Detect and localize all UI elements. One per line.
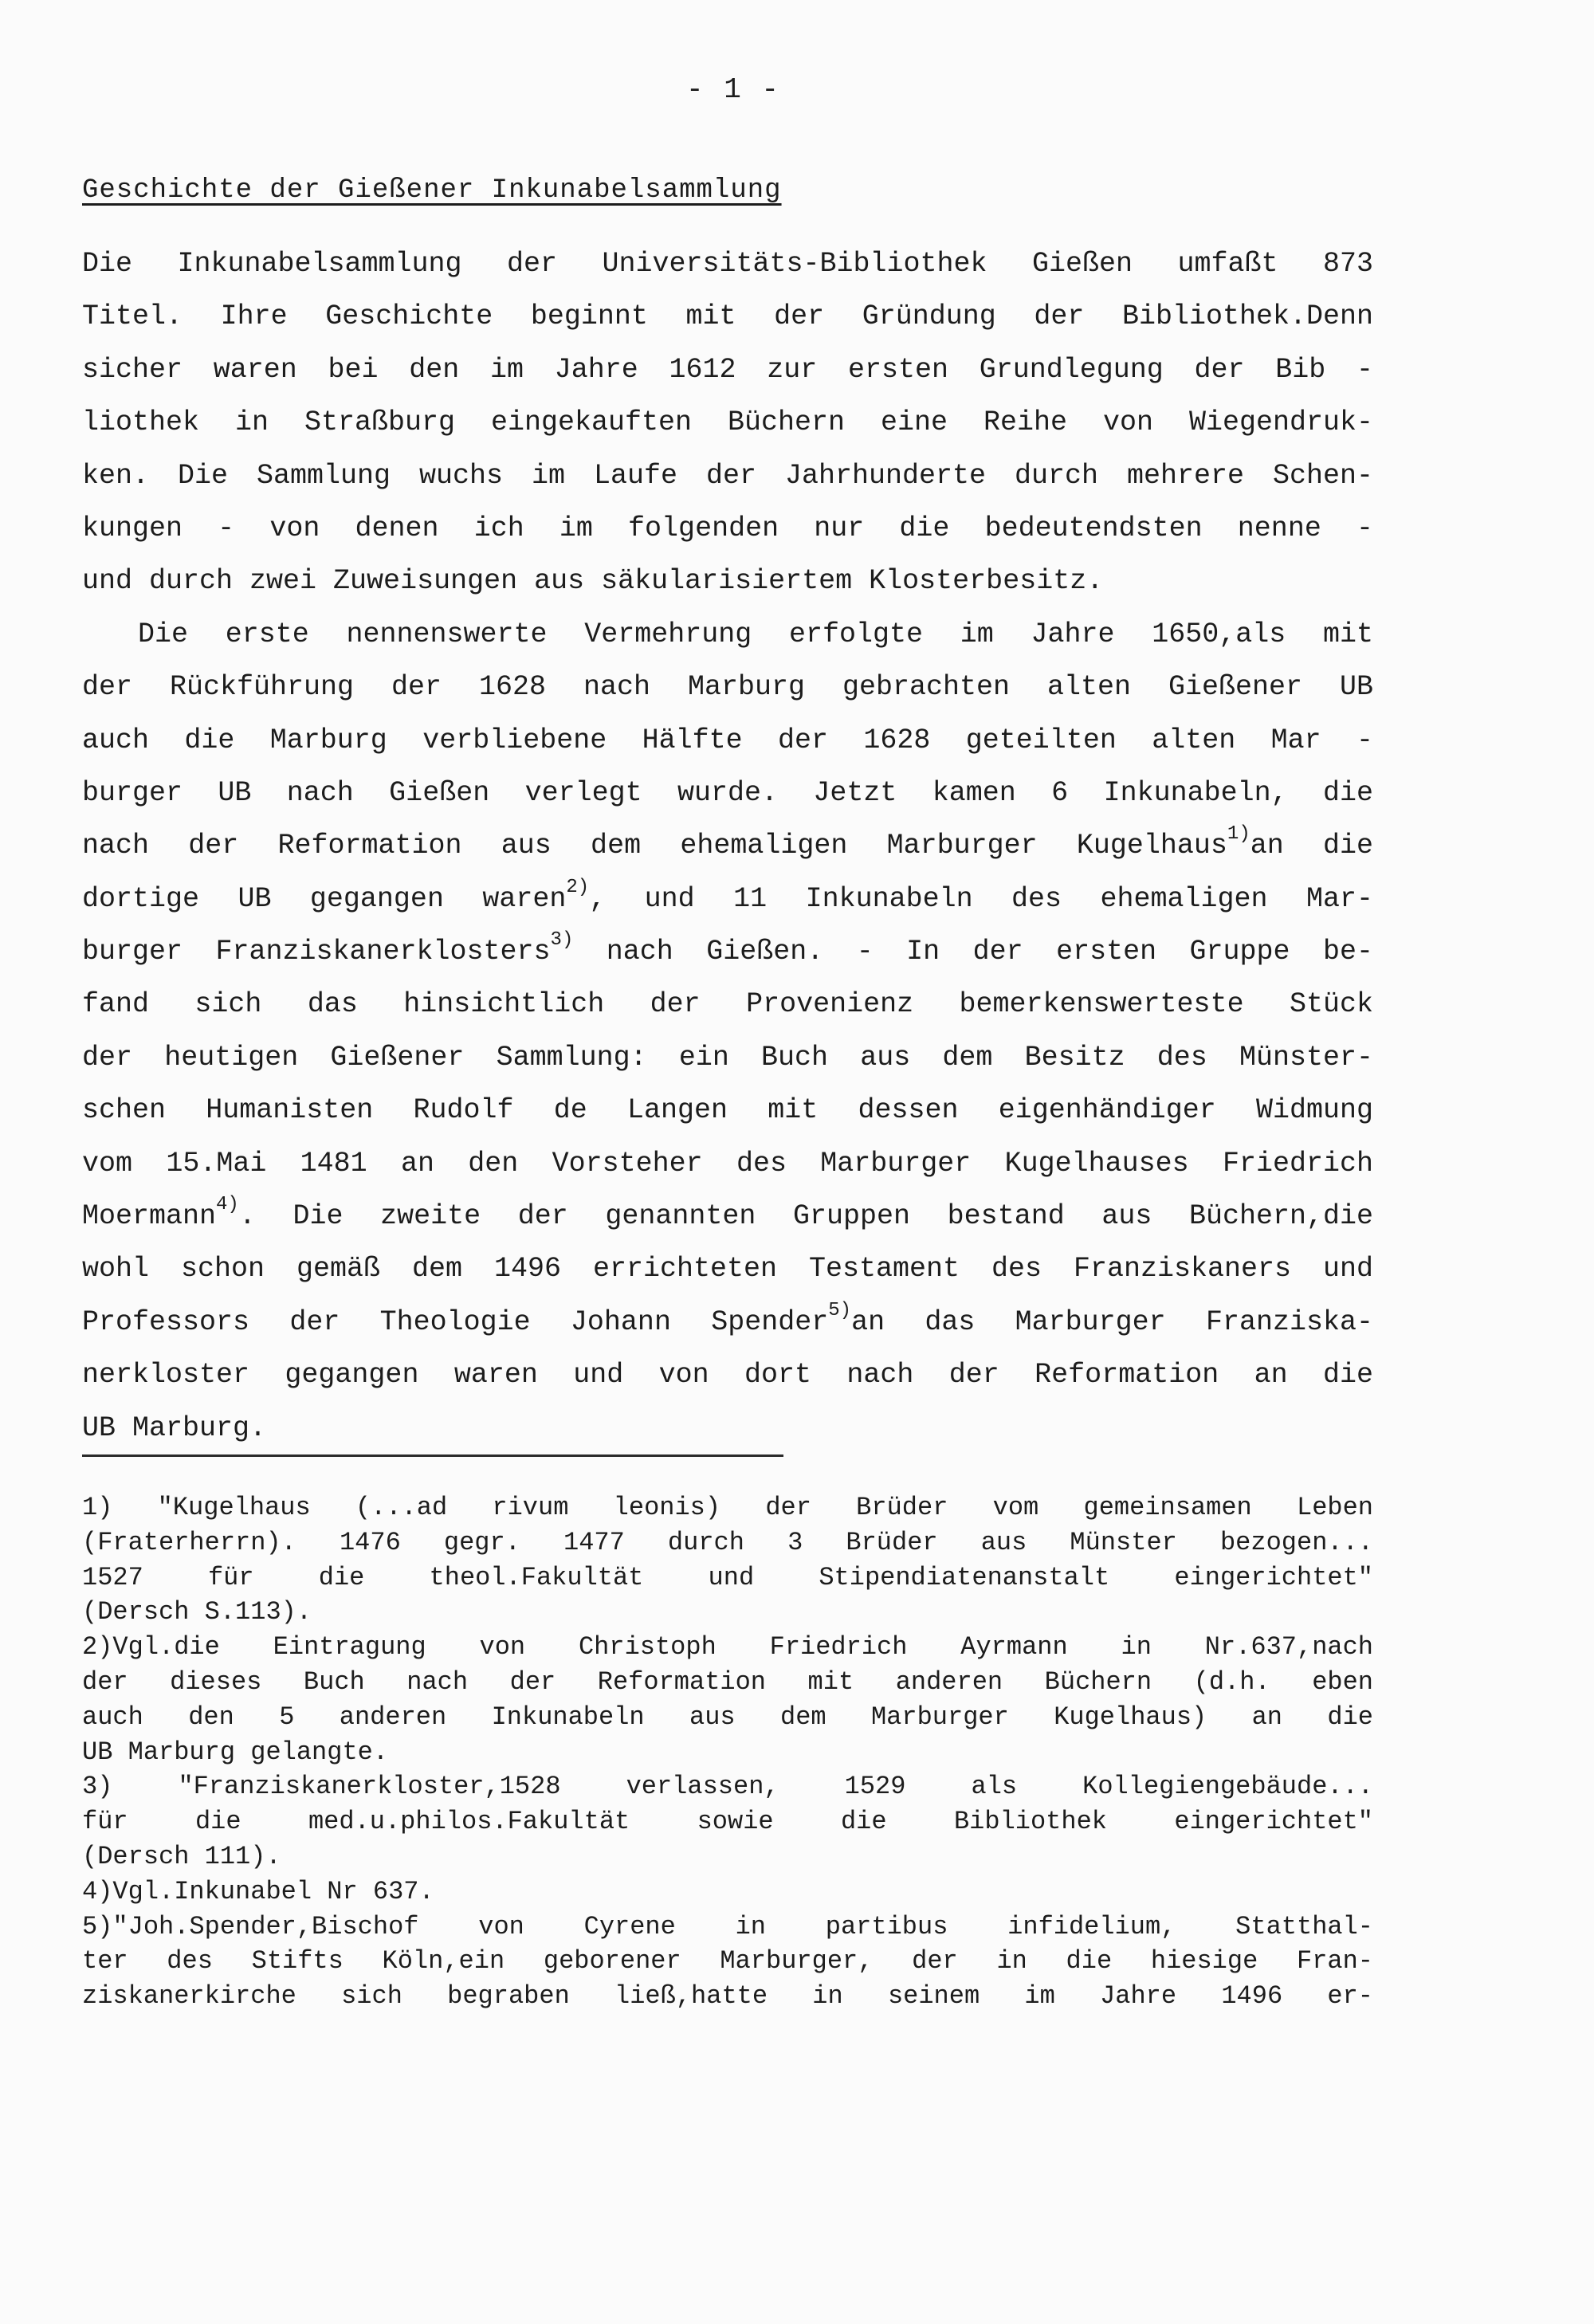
footnote-line: 4)Vgl.Inkunabel Nr 637. — [82, 1876, 434, 1906]
body-line: liothek in Straßburg eingekauften Büchern eine Reihe von Wiegendruk- — [82, 406, 1373, 439]
footnote-line: (Dersch 111). — [82, 1841, 281, 1871]
page-number: - 1 - — [685, 73, 781, 106]
body-line-text: , und 11 Inkunabeln des ehemaligen Mar- — [589, 882, 1373, 915]
footnote-ref-4: 4) — [216, 1194, 239, 1216]
footnote-ref-1: 1) — [1227, 823, 1250, 846]
footnote-line: (Dersch S.113). — [82, 1597, 312, 1627]
footnote-line: der dieses Buch nach der Reformation mit anderen Büchern (d.h. eben — [82, 1666, 1373, 1697]
footnote-line: für die med.u.philos.Fakultät sowie die Bibliothek eingerichtet" — [82, 1807, 1373, 1837]
footnote-separator — [82, 1454, 783, 1457]
body-line: der heutigen Gießener Sammlung: ein Buch aus dem Besitz des Münster- — [82, 1041, 1373, 1074]
body-line — [82, 873, 1373, 925]
footnotes — [82, 1490, 1373, 2014]
body-line — [82, 1296, 1373, 1348]
body-line: Die Inkunabelsammlung der Universitäts-Bibliothek Gießen umfaßt 873 — [82, 248, 1373, 280]
footnote-line: (Fraterherrn). 1476 gegr. 1477 durch 3 Brüder aus Münster bezogen... — [82, 1527, 1373, 1557]
footnote-ref-3: 3) — [550, 929, 574, 952]
body-line-text: burger Franziskanerklosters — [82, 936, 551, 968]
footnote-line: ziskanerkirche sich begraben ließ,hatte in seinem im Jahre 1496 er- — [82, 1981, 1373, 2012]
footnote-ref-2: 2) — [566, 876, 590, 898]
footnote-line: 5)"Joh.Spender,Bischof von Cyrene in partibus infidelium, Statthal- — [82, 1911, 1373, 1941]
body-line-text: Professors der Theologie Johann Spender — [82, 1305, 829, 1338]
body-line-text: nach der Reformation aus dem ehemaligen Marburger Kugelhaus — [82, 830, 1227, 862]
body-line-text: dortige UB gegangen waren — [82, 882, 567, 915]
body-line — [82, 1190, 1373, 1242]
footnote-line: 3) "Franziskanerkloster,1528 verlassen, 1529 als Kollegiengebäude... — [82, 1772, 1373, 1802]
section-heading: Geschichte der Gießener Inkunabelsammlung — [82, 175, 782, 206]
body-line-text: Moermann — [82, 1200, 217, 1233]
body-line: der Rückführung der 1628 nach Marburg gebrachten alten Gießener UB — [82, 671, 1373, 704]
footnote-line: ter des Stifts Köln,ein geborener Marburger, der in die hiesige Fran- — [82, 1946, 1373, 1977]
body-line: nerkloster gegangen waren und von dort nach der Reformation an die — [82, 1359, 1373, 1392]
footnote-line: UB Marburg gelangte. — [82, 1737, 389, 1767]
body-line-text: . Die zweite der genannten Gruppen bestand aus Büchern,die — [238, 1200, 1373, 1233]
body-line: wohl schon gemäß dem 1496 errichteten Testament des Franziskaners und — [82, 1253, 1373, 1286]
body-line-text: nach Gießen. - In der ersten Gruppe be- — [573, 936, 1374, 968]
footnote-ref-5: 5) — [828, 1299, 852, 1321]
body-line: kungen - von denen ich im folgenden nur die bedeutendsten nenne - — [82, 512, 1373, 544]
body-line: vom 15.Mai 1481 an den Vorsteher des Marburger Kugelhauses Friedrich — [82, 1147, 1373, 1180]
body-line: auch die Marburg verbliebene Hälfte der 1628 geteilten alten Mar - — [82, 724, 1373, 756]
body-line: burger UB nach Gießen verlegt wurde. Jetzt kamen 6 Inkunabeln, die — [82, 776, 1373, 809]
body-line: Die erste nennenswerte Vermehrung erfolgte im Jahre 1650,als mit — [138, 618, 1373, 650]
footnote-line: 2)Vgl.die Eintragung von Christoph Friedrich Ayrmann in Nr.637,nach — [82, 1632, 1373, 1663]
footnote-line: 1527 für die theol.Fakultät und Stipendiatenanstalt eingerichtet" — [82, 1562, 1373, 1592]
footnote-line: auch den 5 anderen Inkunabeln aus dem Marburger Kugelhaus) an die — [82, 1702, 1373, 1732]
body-line: UB Marburg. — [82, 1411, 267, 1444]
body-line-text: an das Marburger Franziska- — [851, 1305, 1373, 1338]
body-line: schen Humanisten Rudolf de Langen mit dessen eigenhändiger Widmung — [82, 1094, 1373, 1127]
body-line — [82, 819, 1373, 872]
body-line: Titel. Ihre Geschichte beginnt mit der Gründung der Bibliothek.Denn — [82, 300, 1373, 333]
footnote-line: 1) "Kugelhaus (...ad rivum leonis) der Brüder vom gemeinsamen Leben — [82, 1493, 1373, 1522]
body-line: und durch zwei Zuweisungen aus säkularisiertem Klosterbesitz. — [82, 565, 1104, 598]
body-line-text: an die — [1250, 830, 1373, 862]
body-line: ken. Die Sammlung wuchs im Laufe der Jahrhunderte durch mehrere Schen- — [82, 459, 1373, 492]
body-line — [82, 925, 1373, 978]
body-line: sicher waren bei den im Jahre 1612 zur ersten Grundlegung der Bib - — [82, 353, 1373, 386]
body-line: fand sich das hinsichtlich der Provenienz bemerkenswerteste Stück — [82, 988, 1373, 1021]
body-text — [82, 238, 1373, 1454]
